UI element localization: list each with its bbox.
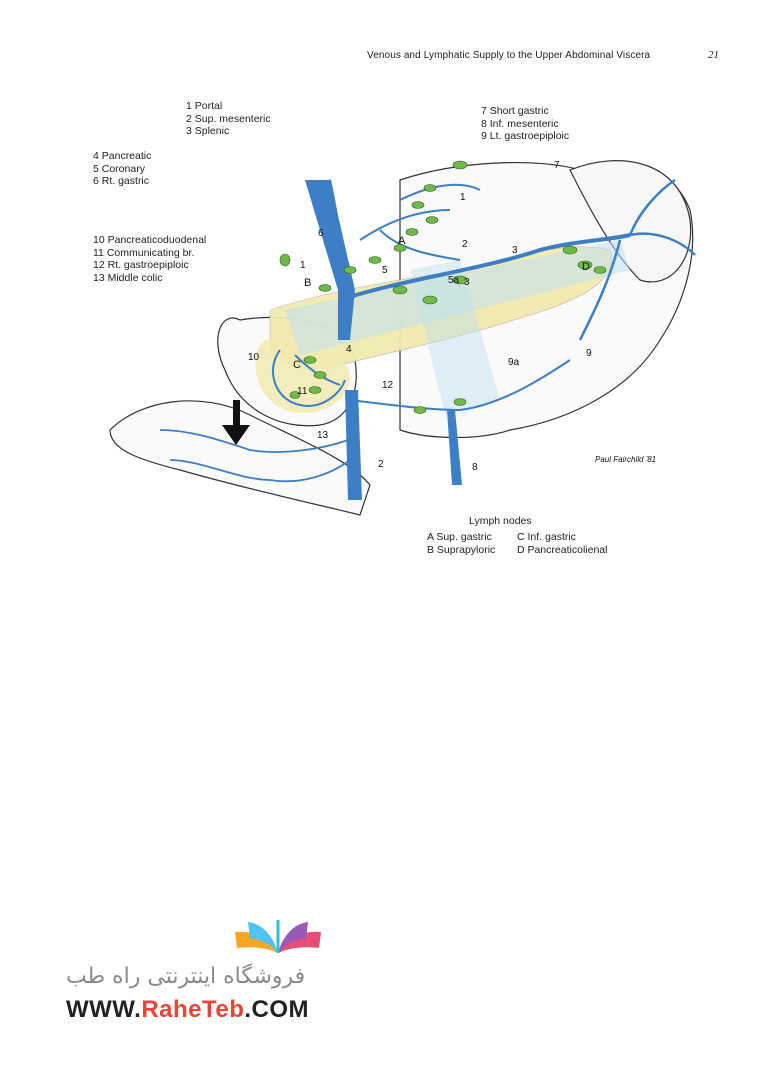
legend-item: 5 Coronary (93, 162, 145, 175)
label-9: 9 (586, 348, 592, 359)
lymph-nodes-title: Lymph nodes (469, 515, 532, 527)
label-5: 5 (382, 265, 388, 276)
label-5a: 5a (448, 275, 460, 286)
artist-signature: Paul Fairchild '81 (595, 455, 657, 464)
node-label-c: C (293, 359, 301, 371)
label-2: 2 (462, 239, 468, 250)
legend-item: 4 Pancreatic (93, 150, 152, 162)
label-11: 11 (297, 386, 308, 397)
label-1: 1 (300, 260, 306, 271)
node-label-b: B (304, 277, 312, 289)
legend-item: 6 Rt. gastric (93, 175, 150, 187)
lymph-node-item: A Sup. gastric (427, 531, 492, 543)
lymph-node-item: D Pancreaticolienal (517, 544, 608, 556)
logo-url-suffix: .COM (244, 996, 310, 1023)
logo-url-brand: RaheTeb (141, 996, 245, 1023)
label-9a: 9a (508, 357, 520, 368)
lymph-node-item: C Inf. gastric (517, 531, 576, 543)
label-7: 7 (554, 160, 560, 171)
legend-item: 9 Lt. gastroepiploic (481, 130, 570, 142)
legend-item: 2 Sup. mesenteric (186, 112, 271, 125)
running-head: Venous and Lymphatic Supply to the Upper Abdominal Viscera (367, 50, 651, 61)
lymph-node-item: B Suprapyloric (427, 544, 496, 556)
legend-item: 13 Middle colic (93, 271, 163, 284)
legend-veins-1-3 (186, 100, 271, 138)
page-number: 21 (708, 49, 719, 61)
legend-item: 11 Communicating br. (93, 246, 195, 259)
legend-item: 3 Splenic (186, 125, 230, 137)
book-logo-icon (233, 918, 323, 958)
legend-veins-7-9 (481, 105, 569, 143)
logo-url (66, 996, 309, 1024)
logo-persian-text: فروشگاه اینترنتی راه طب (66, 964, 306, 989)
label-3: 3 (512, 245, 518, 256)
label-4: 4 (346, 344, 352, 355)
label-13: 13 (317, 430, 329, 441)
logo-url-prefix: WWW. (66, 996, 142, 1023)
legend-item: 10 Pancreaticoduodenal (93, 234, 207, 246)
label-12: 12 (382, 380, 394, 391)
legend-item: 12 Rt. gastroepiploic (93, 259, 189, 271)
node-label-a: A (398, 235, 406, 247)
label-8: 8 (472, 462, 478, 473)
label-2: 2 (378, 459, 384, 470)
node-label-d: D (582, 261, 590, 273)
legend-item: 1 Portal (186, 100, 223, 112)
lymph-nodes-key (427, 531, 607, 557)
legend-item: 8 Inf. mesenteric (481, 117, 559, 130)
label-1: 1 (460, 192, 466, 203)
label-6: 6 (318, 228, 324, 239)
legend-item: 7 Short gastric (481, 105, 549, 117)
label-3: 3 (464, 277, 470, 288)
label-10: 10 (248, 352, 260, 363)
anatomical-illustration (100, 140, 700, 520)
